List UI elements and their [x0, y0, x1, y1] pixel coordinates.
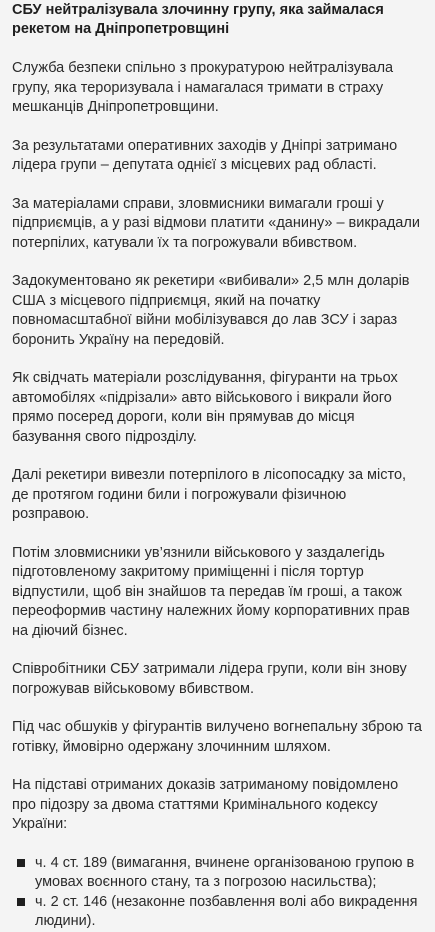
paragraph: На підставі отриманих доказів затриманому повідомлено про підозру за двома статтями Кримінального кодексу України: — [12, 777, 399, 832]
charge-text: ч. 4 ст. 189 (вимагання, вчинене організованою групою в умовах воєнного стану, та з погрозою насильства); — [35, 854, 415, 890]
paragraph: Служба безпеки спільно з прокуратурою нейтралізувала групу, яка тероризувала і намагалася тримати в страху мешканців Дніпропетровщини. — [12, 60, 394, 115]
paragraph: Під час обшуків у фігурантів вилучено вогнепальну зброю та готівку, ймовірно одержану злочинним шляхом. — [12, 719, 422, 755]
charges-list — [12, 854, 423, 932]
paragraph: Як свідчать матеріали розслідування, фігуранти на трьох автомобілях «підрізали» авто військового і викрали його прямо посеред дороги, коли він прямував до місця базування свого підрозділу. — [12, 370, 398, 445]
paragraph: Задокументовано як рекетири «вибивали» 2,5 млн доларів США з місцевого підприємця, який на початку повномасштабної війни мобілізувався до лав ЗСУ і зараз боронить Україну на передовій. — [12, 273, 410, 348]
charge-text: ч. 2 ст. 146 (незаконне позбавлення волі або викрадення людини). — [35, 893, 418, 929]
paragraph: За матеріалами справи, зловмисники вимагали гроші у підприємців, а у разі відмови платити «данину» – викрадали потерпілих, катували їх та погрожували вбивством. — [12, 195, 420, 251]
paragraph: За результатами оперативних заходів у Дніпрі затримано лідера групи – депутата однієї з місцевих рад області. — [12, 137, 398, 173]
list-item — [12, 854, 423, 893]
square-bullet-icon — [17, 859, 25, 867]
list-item — [12, 893, 423, 932]
paragraph: Співробітники СБУ затримали лідера групи, коли він знову погрожував військовому вбивством. — [12, 661, 407, 697]
square-bullet-icon — [17, 898, 25, 906]
paragraph: Потім зловмисники ув’язнили військового у заздалегідь підготовленому закритому приміщенні і після тортур відпустили, щоб він знайшов та передав їм гроші, а також переоформив частину належних йому корпоративних прав на діючий бізнес. — [12, 544, 410, 639]
post-title: СБУ нейтралізувала злочинну групу, яка займалася рекетом на Дніпропетровщині — [12, 2, 384, 37]
paragraph: Далі рекетири вивезли потерпілого в лісопосадку за місто, де протягом години били і погрожували фізичною розправою. — [12, 467, 407, 522]
